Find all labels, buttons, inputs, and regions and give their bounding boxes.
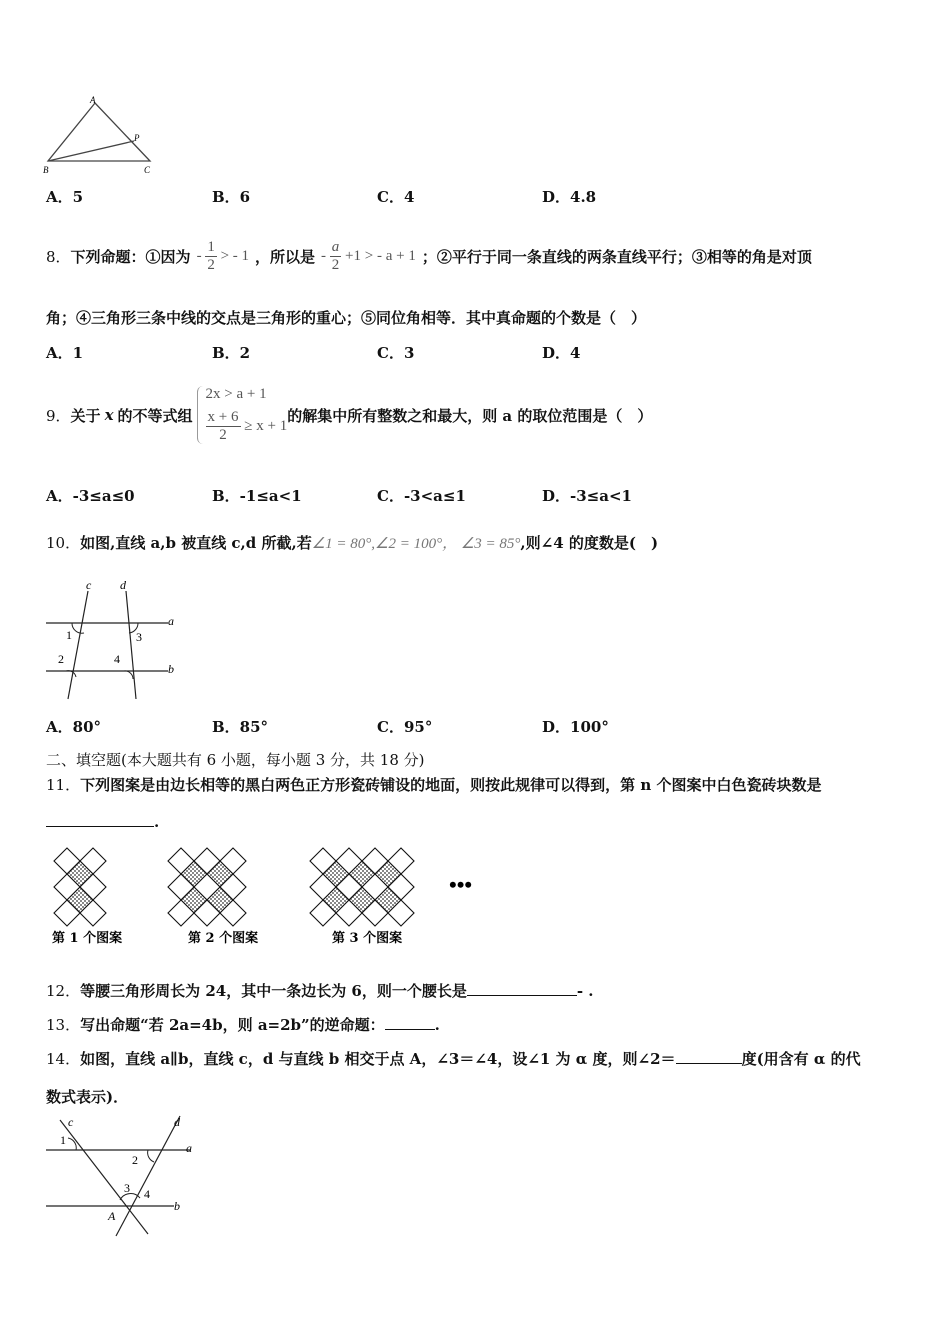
q11-patterns <box>44 840 504 952</box>
q8-math2-num: a <box>331 238 340 255</box>
q10-option-c[interactable]: C．95° <box>377 718 433 736</box>
q14-label-3: 3 <box>124 1181 130 1195</box>
q11-caption-3: 第 3 个图案 <box>332 931 403 946</box>
q8-option-b[interactable]: B．2 <box>212 344 251 362</box>
q11-answer-line <box>46 812 159 831</box>
q7-label-a: A <box>90 95 96 105</box>
q11-text: 下列图案是由边长相等的黑白两色正方形瓷砖铺设的地面，则按此规律可以得到，第 n 个图案中白色瓷砖块数是 <box>80 776 822 794</box>
q14-text1: 如图，直线 a∥b，直线 c，d 与直线 b 相交于点 A，∠3＝∠4，设∠1 为 α 度，则∠2＝ <box>80 1050 676 1068</box>
q9-ineq2-frac <box>206 409 241 444</box>
q11-number: 11． <box>46 776 81 794</box>
q10-label-1: 1 <box>66 628 72 642</box>
q10-option-a[interactable]: A．80° <box>46 718 102 736</box>
q9-option-a[interactable]: A．-3≤a≤0 <box>46 487 135 505</box>
q10-line <box>46 532 658 553</box>
q8-math2-post: +1 > - a + 1 <box>345 247 416 264</box>
q11-answer-blank[interactable] <box>46 812 154 827</box>
q7-option-d[interactable]: D．4.8 <box>542 188 597 206</box>
q9-ineq2-num: x + 6 <box>207 409 239 425</box>
q10-label-3: 3 <box>136 630 142 644</box>
q10-label-a: a <box>168 614 174 628</box>
q14-label-a: a <box>186 1141 192 1155</box>
q11-caption-2: 第 2 个图案 <box>188 931 259 946</box>
q7-option-a[interactable]: A．5 <box>46 188 84 206</box>
q9-var: x <box>104 406 114 424</box>
q9-ineq2-post: ≥ x + 1 <box>244 417 288 434</box>
q10-option-b[interactable]: B．85° <box>212 718 269 736</box>
q14-label-b: b <box>174 1199 180 1213</box>
q7-triangle-figure <box>40 95 160 177</box>
q14-label-d: d <box>174 1115 180 1129</box>
q10-option-d[interactable]: D．100° <box>542 718 609 736</box>
q8-math1-den: 2 <box>207 256 215 273</box>
q11-caption-1: 第 1 个图案 <box>52 931 123 946</box>
section-2-heading: 二、填空题(本大题共有 6 小题，每小题 3 分，共 18 分) <box>46 751 425 769</box>
q9-system <box>197 386 288 444</box>
q9-number: 9． <box>46 406 71 425</box>
q9-option-b[interactable]: B．-1≤a<1 <box>212 487 302 505</box>
q10-number: 10． <box>46 534 81 552</box>
q8-option-d[interactable]: D．4 <box>542 344 581 362</box>
q14-text2: 度(用含有 α 的代 <box>741 1050 861 1068</box>
q14-line2: 数式表示)． <box>46 1088 129 1106</box>
q12-end: - . <box>576 982 594 1000</box>
q13-number: 13． <box>46 1016 81 1034</box>
q9-ineq2-den: 2 <box>219 427 227 443</box>
q14-label-c: c <box>68 1115 74 1129</box>
q8-number: 8． <box>46 247 71 266</box>
q7-option-b[interactable]: B．6 <box>212 188 251 206</box>
q8-math2-den: 2 <box>331 256 340 273</box>
q14-label-point-a: A <box>108 1209 116 1223</box>
q14-answer-blank[interactable] <box>676 1049 742 1064</box>
q8-math1-frac <box>205 239 217 274</box>
q14-label-1: 1 <box>60 1133 66 1147</box>
q10-figure <box>40 575 190 705</box>
q8-math2 <box>321 239 416 274</box>
q8-math1-post: > - 1 <box>220 247 250 264</box>
q14-label-2: 2 <box>132 1153 138 1167</box>
q8-math2-sign: - <box>321 247 327 264</box>
q10-text2: ,则∠4 的度数是( ) <box>520 534 659 552</box>
q11-end: . <box>154 813 160 831</box>
q8-line1 <box>46 228 812 284</box>
q8-text1: 下列命题：①因为 <box>70 247 191 266</box>
q8-math1-sign: - <box>196 247 202 264</box>
q8-option-a[interactable]: A．1 <box>46 344 84 362</box>
q10-label-2: 2 <box>58 652 64 666</box>
q8-text2: ，所以是 <box>255 247 316 266</box>
q13-end: . <box>434 1016 440 1034</box>
q10-text1: 如图,直线 a,b 被直线 c,d 所截,若 <box>80 534 312 552</box>
q8-line2: 角；④三角形三条中线的交点是三角形的重心；⑤同位角相等．其中真命题的个数是（ ） <box>46 309 647 327</box>
q9-option-c[interactable]: C．-3<a≤1 <box>377 487 466 505</box>
q9-text3: 的解集中所有整数之和最大，则 a 的取位范围是（ ） <box>287 406 653 425</box>
q14-figure <box>40 1110 200 1242</box>
q10-label-b: b <box>168 662 174 676</box>
q11-dots: ••• <box>449 872 473 897</box>
q13-line <box>46 1014 440 1035</box>
q8-math1-num: 1 <box>207 238 215 255</box>
q8-math2-frac <box>330 239 342 274</box>
q14-label-4: 4 <box>144 1187 150 1201</box>
q13-answer-blank[interactable] <box>385 1015 435 1030</box>
q12-number: 12． <box>46 982 81 1000</box>
q9-ineq1: 2x > a + 1 <box>205 386 267 402</box>
q9-text2: 的不等式组 <box>117 406 193 425</box>
q12-text: 等腰三角形周长为 24，其中一条边长为 6，则一个腰长是 <box>80 982 467 1000</box>
q10-label-4: 4 <box>114 652 120 666</box>
q12-line <box>46 980 594 1001</box>
q8-option-c[interactable]: C．3 <box>377 344 415 362</box>
q9-text1: 关于 <box>70 406 101 425</box>
q7-label-p: P <box>134 133 140 143</box>
q14-line1 <box>46 1048 861 1069</box>
q8-text3: ；②平行于同一条直线的两条直线平行；③相等的角是对顶 <box>421 247 812 266</box>
q7-label-c: C <box>144 165 151 175</box>
q13-text: 写出命题“若 2a=4b，则 a=2b”的逆命题： <box>80 1016 385 1034</box>
q10-label-d: d <box>120 578 126 592</box>
q7-label-b: B <box>43 165 49 175</box>
q10-label-c: c <box>86 578 92 592</box>
q9-line <box>46 372 652 458</box>
q14-number: 14． <box>46 1050 81 1068</box>
q8-math1 <box>197 239 249 274</box>
q10-angles: ∠1 = 80°,∠2 = 100°， ∠3 = 85° <box>311 536 521 552</box>
q11-line <box>46 774 821 795</box>
q9-option-d[interactable]: D．-3≤a<1 <box>542 487 632 505</box>
q12-answer-blank[interactable] <box>467 981 577 996</box>
q7-option-c[interactable]: C．4 <box>377 188 415 206</box>
